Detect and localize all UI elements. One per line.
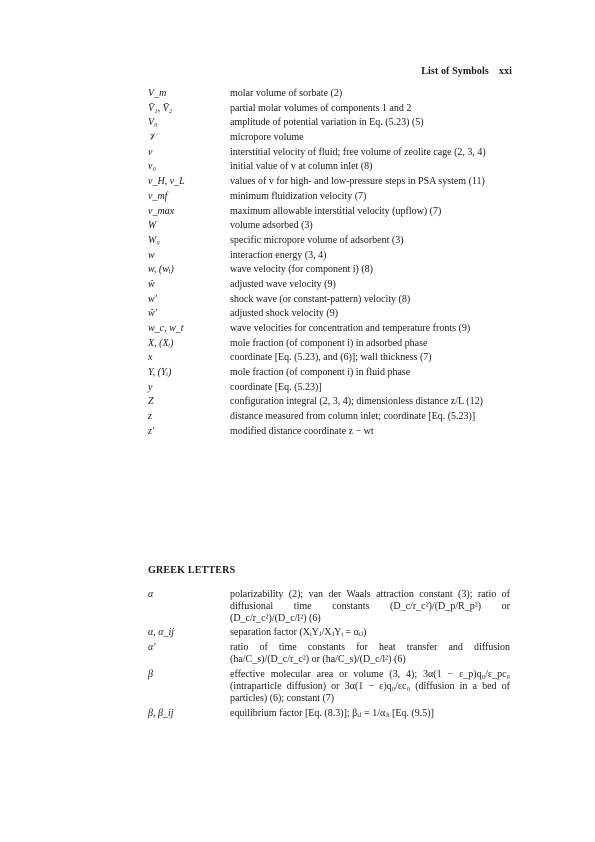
symbol-description: adjusted wave velocity (9) [230, 278, 336, 290]
symbol-description: interaction energy (3, 4) [230, 249, 327, 261]
symbol-description: configuration integral (2, 3, 4); dimensionless distance z/L (12) [230, 396, 483, 408]
symbol-description: maximum allowable interstitial velocity (upflow) (7) [230, 205, 442, 217]
symbol-description: values of v for high- and low-pressure steps in PSA system (11) [230, 176, 485, 188]
symbol-row [148, 279, 510, 291]
symbol-row [148, 88, 510, 100]
symbol: v₀ [148, 161, 156, 173]
symbol-description: specific micropore volume of adsorbent (3) [230, 234, 404, 246]
symbol: v [148, 146, 153, 158]
symbol-description: wave velocities for concentration and temperature fronts (9) [230, 323, 471, 334]
symbol: y [148, 381, 153, 393]
symbol: w [148, 249, 155, 261]
symbol-row [148, 220, 510, 232]
symbol: V̄₁, V̄₂ [148, 102, 173, 114]
symbol-row [148, 250, 510, 262]
symbol-row [148, 264, 510, 276]
symbol-description: coordinate [Eq. (5.23), and (6)]; wall thickness (7) [230, 352, 432, 364]
symbol-row [148, 206, 510, 218]
symbol: v_max [148, 205, 175, 217]
greek-row [148, 669, 510, 704]
symbol-description: mole fraction (of component i) in fluid phase [230, 367, 411, 379]
greek-row [148, 589, 510, 624]
symbol: ŵ [148, 278, 155, 290]
symbol: X, (Xᵢ) [148, 337, 174, 349]
greek-description: separation factor (XᵢYⱼ/XⱼYᵢ = αᵢⱼ) [230, 627, 367, 639]
symbol: ŵ′ [148, 308, 157, 320]
symbol-row [148, 426, 510, 438]
symbol: x [148, 352, 153, 364]
symbol-row [148, 411, 510, 423]
symbol-row [148, 235, 510, 247]
symbol-row [148, 396, 510, 408]
symbol-description: minimum fluidization velocity (7) [230, 190, 367, 202]
symbol-row [148, 191, 510, 203]
greek-symbol: β [148, 669, 153, 681]
greek-symbol: α [148, 589, 154, 600]
symbol: z′ [148, 425, 155, 437]
running-header [421, 66, 512, 77]
symbol-description: volume adsorbed (3) [230, 220, 313, 232]
greek-symbol-list [148, 589, 510, 722]
symbol-description: distance measured from column inlet; coordinate [Eq. (5.23)] [230, 411, 476, 423]
symbol-row [148, 132, 510, 144]
symbol: Z [148, 396, 154, 408]
symbol-row [148, 382, 510, 394]
symbol-description: coordinate [Eq. (5.23)] [230, 381, 322, 393]
symbol-description: molar volume of sorbate (2) [230, 88, 343, 99]
symbol-description: wave velocity (for component i) (8) [230, 264, 374, 276]
symbol-row [148, 117, 510, 129]
symbol-row [148, 147, 510, 159]
header-title: List of Symbols [421, 66, 489, 77]
symbol-description: shock wave (or constant-pattern) velocity (8) [230, 293, 411, 305]
greek-description: polarizability (2); van der Waals attraction constant (3); ratio of diffusional time constants (D_c/r_c²)/(D_p/R_p²) or (D_c/r_c²)/(D_c/l²) (6) [230, 589, 510, 624]
symbol: V₀ [148, 117, 158, 129]
greek-row [148, 708, 510, 720]
greek-symbol: α, α_ij [148, 627, 175, 639]
symbol: W [148, 220, 157, 232]
symbol: v_H, v_L [148, 176, 185, 188]
symbol-row [148, 352, 510, 364]
symbol-row [148, 367, 510, 379]
symbol: z [148, 411, 152, 423]
greek-letters-heading: GREEK LETTERS [148, 565, 236, 576]
symbol-description: adjusted shock velocity (9) [230, 308, 339, 320]
symbol-row [148, 176, 510, 188]
symbol: w_c, w_t [148, 323, 184, 334]
symbol-row [148, 308, 510, 320]
greek-description: effective molecular area or volume (3, 4); 3α(1 − ε_p)q₀/ε_pc₀ (intraparticle diffusion) or 3α(1 − ε)q₀/εc₀ (diffusion in a bed of particles) (6); constant (7) [230, 669, 510, 704]
symbol: Y, (Yᵢ) [148, 367, 172, 379]
symbol: V_m [148, 88, 167, 99]
page-number: xxi [498, 66, 512, 77]
symbol-description: partial molar volumes of components 1 and 2 [230, 102, 412, 114]
greek-row [148, 627, 510, 639]
greek-row [148, 642, 510, 666]
symbol: w, (wᵢ) [148, 264, 174, 276]
symbol-description: micropore volume [230, 132, 304, 144]
greek-symbol: β, β_ij [148, 707, 174, 719]
symbol-row [148, 294, 510, 306]
symbol-row [148, 338, 510, 350]
symbol-description: initial value of v at column inlet (8) [230, 161, 373, 173]
symbol-row [148, 161, 510, 173]
greek-symbol: α′ [148, 642, 156, 654]
symbol: w′ [148, 293, 157, 305]
symbol-description: interstitial velocity of fluid; free volume of zeolite cage (2, 3, 4) [230, 146, 486, 158]
greek-description: equilibrium factor [Eq. (8.3)]; βᵢⱼ = 1/αⱼᵢ [Eq. (9.5)] [230, 707, 434, 719]
symbol: W₀ [148, 234, 160, 246]
symbol-row [148, 103, 510, 115]
symbol-description: amplitude of potential variation in Eq. (5.23) (5) [230, 117, 424, 129]
symbol: v_mf [148, 190, 168, 202]
symbol-description: modified distance coordinate z − wt [230, 425, 374, 437]
symbol-description: mole fraction (of component i) in adsorbed phase [230, 337, 428, 349]
symbol-row [148, 323, 510, 335]
symbol: 𝒱 [148, 132, 157, 144]
greek-description: ratio of time constants for heat transfer and diffusion (ha/C_s)/(D_c/r_c²) or (ha/C_s)/(D_c/l²) (6) [230, 642, 510, 666]
symbol-list [148, 88, 510, 441]
